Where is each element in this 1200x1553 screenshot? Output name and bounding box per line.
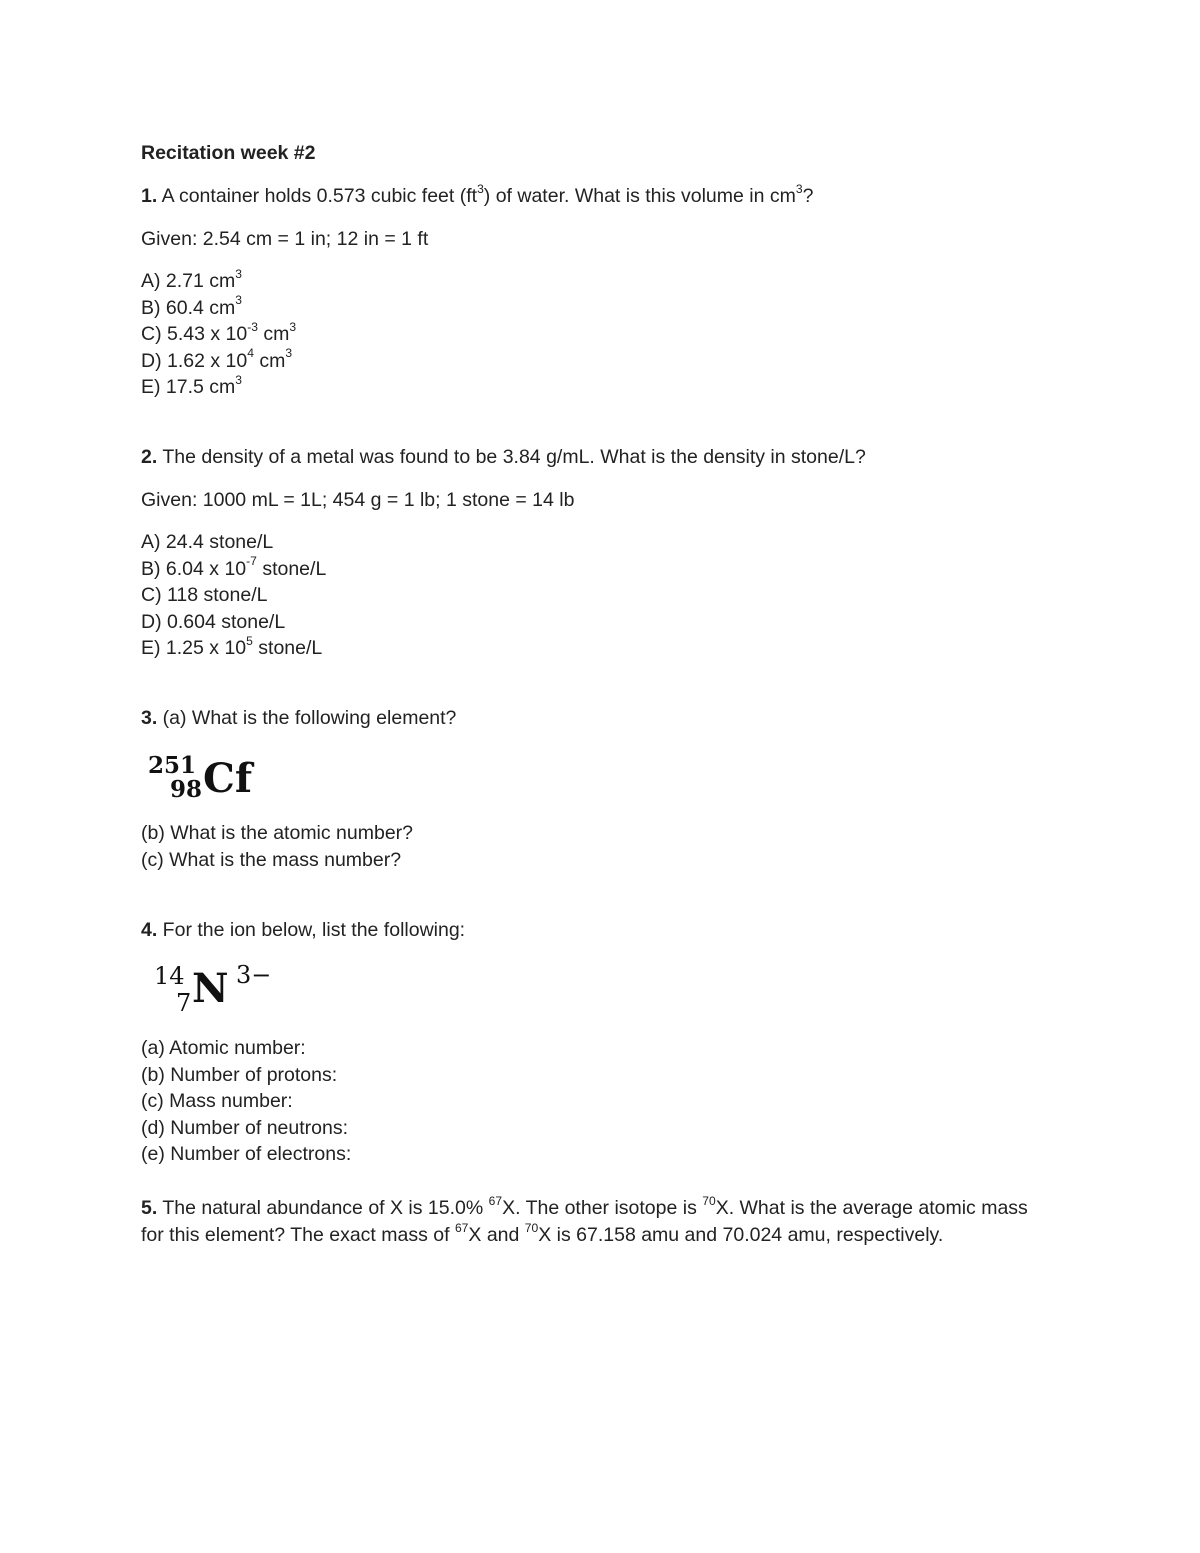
ion-atomic-number: 7 xyxy=(176,989,192,1017)
question-3c: (c) What is the mass number? xyxy=(141,848,402,871)
worksheet-title: Recitation week #2 xyxy=(141,142,316,164)
choice-1a: A) 2.71 $cm^3$ xyxy=(141,266,243,292)
question-4e: (e) Number of electrons: xyxy=(141,1143,352,1166)
superscript: 3 xyxy=(477,181,484,196)
question-1-stem xyxy=(141,183,813,210)
question-4-number: 4. xyxy=(141,919,158,941)
ion-mass-number: 14 xyxy=(154,962,185,990)
question-4-stem xyxy=(141,917,465,944)
question-4b: (b) Number of protons: xyxy=(141,1063,338,1086)
question-4c: (c) Mass number: xyxy=(141,1090,293,1113)
nuclide-mass-number: 251 xyxy=(148,752,197,779)
question-5-stem: 5. The natural abundance of X is 15.0% $^{67}$X. The other isotope is $^{70}$X. What is the average atomic mass for this element? The exact mass of $^{67}$X and $^{70}$X is 67.158 amu and 70.024 amu, respectively. xyxy=(141,1193,1028,1246)
question-1-text-c: ? xyxy=(802,185,814,207)
choice-1e: E) 17.5 $cm^3$ xyxy=(141,373,243,399)
question-4-items xyxy=(141,1035,351,1168)
question-1-text-a: A container holds 0.573 cubic feet (ft xyxy=(161,185,478,207)
choice-2d: D) 0.604 stone/L xyxy=(141,610,286,633)
choice-2b: B) 6.04 x $10^{-7}$ stone/L xyxy=(141,554,327,580)
choice-2e: E) 1.25 x $10^5$ stone/L xyxy=(141,634,323,660)
choice-1c: C) 5.43 x $10^{-3}$ $cm^3$ xyxy=(141,319,297,346)
nuclide-element-symbol: Cf xyxy=(203,755,253,802)
superscript: 3 xyxy=(795,181,803,196)
choice-1b: B) 60.4 $cm^3$ xyxy=(141,293,243,319)
question-1-text-b: ) of water. What is this volume in cm xyxy=(483,185,796,207)
question-4d: (d) Number of neutrons: xyxy=(141,1116,349,1139)
question-4a: (a) Atomic number: xyxy=(141,1037,306,1059)
question-2-stem xyxy=(141,444,866,471)
question-3-number: 3. xyxy=(141,707,158,729)
question-2-text: The density of a metal was found to be 3.84 g/mL. What is the density in stone/L? xyxy=(157,446,866,468)
question-1-given: Given: 2.54 cm = 1 in; 12 in = 1 ft xyxy=(141,228,429,250)
question-3b: (b) What is the atomic number? xyxy=(141,822,414,844)
ion-element-symbol: N xyxy=(192,965,229,1012)
question-2-choices xyxy=(141,529,326,662)
question-3-text: (a) What is the following element? xyxy=(157,707,457,729)
question-1-choices xyxy=(141,268,296,401)
question-3-stem xyxy=(141,705,456,732)
choice-2a: A) 24.4 stone/L xyxy=(141,531,274,553)
nuclide-atomic-number: 98 xyxy=(170,776,203,803)
nuclide-symbol-cf xyxy=(148,752,258,808)
nuclide-symbol-n xyxy=(148,962,288,1020)
question-3-parts xyxy=(141,820,413,873)
question-2-given: Given: 1000 mL = 1L; 454 g = 1 lb; 1 stone = 14 lb xyxy=(141,489,575,511)
ion-charge: 3− xyxy=(236,961,272,989)
question-5-number: 5. xyxy=(141,1197,158,1219)
choice-2c: C) 118 stone/L xyxy=(141,584,268,607)
question-1-number: 1. xyxy=(141,185,158,207)
question-2-number: 2. xyxy=(141,446,158,468)
question-4-text: For the ion below, list the following: xyxy=(157,919,466,941)
choice-1d: D) 1.62 x $10^4$ $cm^3$ xyxy=(141,346,293,372)
